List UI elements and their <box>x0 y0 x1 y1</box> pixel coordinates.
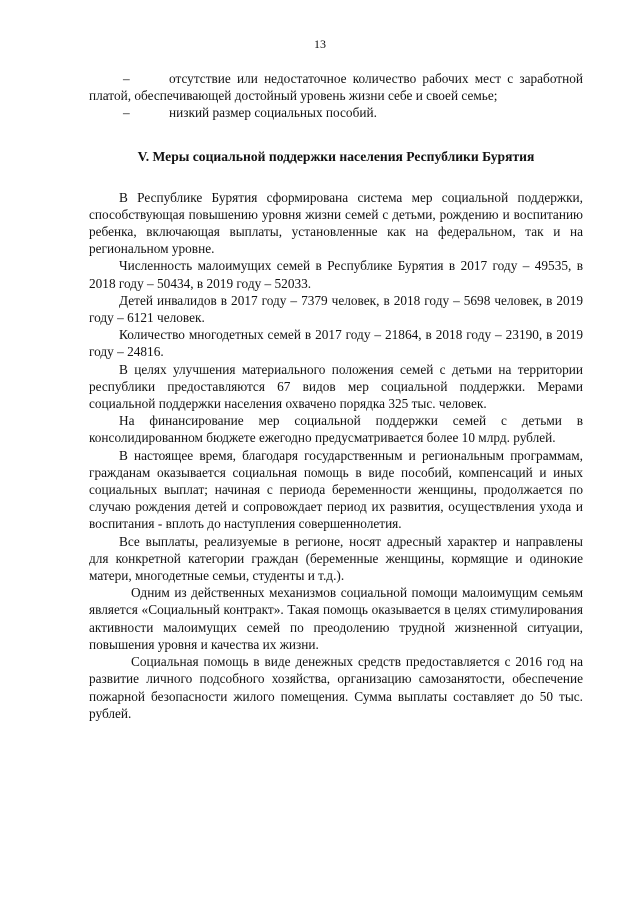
paragraph: В целях улучшения материального положения семей с детьми на территории республики предоставляются 67 видов мер социальной поддержки. Мерами социальной поддержки населения охвачено порядка 325 тыс. человек. <box>89 361 583 412</box>
paragraph: На финансирование мер социальной поддержки семей с детьми в консолидированном бюджете ежегодно предусматривается более 10 млрд. рублей. <box>89 413 583 446</box>
paragraph: Численность малоимущих семей в Республике Бурятия в 2017 году – 49535, в 2018 году – 50434, в 2019 году – 52033. <box>89 258 583 291</box>
paragraph: Количество многодетных семей в 2017 году – 21864, в 2018 году – 23190, в 2019 году – 24816. <box>89 327 583 360</box>
list-item <box>89 70 583 104</box>
list-item-text: низкий размер социальных пособий. <box>169 105 377 121</box>
paragraph: Социальная помощь в виде денежных средств предоставляется с 2016 год на развитие личного подсобного хозяйства, организацию самозанятости, обеспечение пожарной безопасности жилого помещения. Сумма выплаты составляет до 50 тыс. рублей. <box>89 654 583 721</box>
paragraph: Одним из действенных механизмов социальной помощи малоимущим семьям является «Социальный контракт». Такая помощь оказывается в целях стимулирования активности малоимущих семей по преодолению трудной жизненной ситуации, повышения уровня и качества их жизни. <box>89 585 583 652</box>
paragraph: В Республике Бурятия сформирована система мер социальной поддержки, способствующая повышению уровня жизни семей с детьми, рождению и воспитанию ребенка, включающая выплаты, установленные как на федеральном, так и на региональном уровне. <box>89 189 583 257</box>
paragraph: В настоящее время, благодаря государственным и региональным программам, гражданам оказывается социальная помощь в виде пособий, компенсаций и иных социальных выплат; начиная с периода беременности женщины, продолжается по случаю рождения детей и сопровождает период их развития, осуществления ухода и воспитания - вплоть до наступления совершеннолетия. <box>89 447 583 532</box>
list-item <box>89 104 583 121</box>
page-number: 13 <box>314 37 326 51</box>
section-heading: V. Меры социальной поддержки населения Республики Бурятия <box>137 148 535 164</box>
list-item-text: отсутствие или недостаточное количество рабочих мест с заработной платой, обеспечивающей достойный уровень жизни себе и своей семье; <box>89 71 583 104</box>
list-bullet: – <box>123 105 130 121</box>
paragraph: Детей инвалидов в 2017 году – 7379 человек, в 2018 году – 5698 человек, в 2019 году – 6121 человек. <box>89 292 583 326</box>
paragraph: Все выплаты, реализуемые в регионе, носят адресный характер и направлены для конкретной категории граждан (беременные женщины, кормящие и одинокие матери, многодетные семьи, студенты и т.д.). <box>89 533 583 584</box>
list-bullet: – <box>123 71 130 86</box>
page-content <box>89 70 583 722</box>
